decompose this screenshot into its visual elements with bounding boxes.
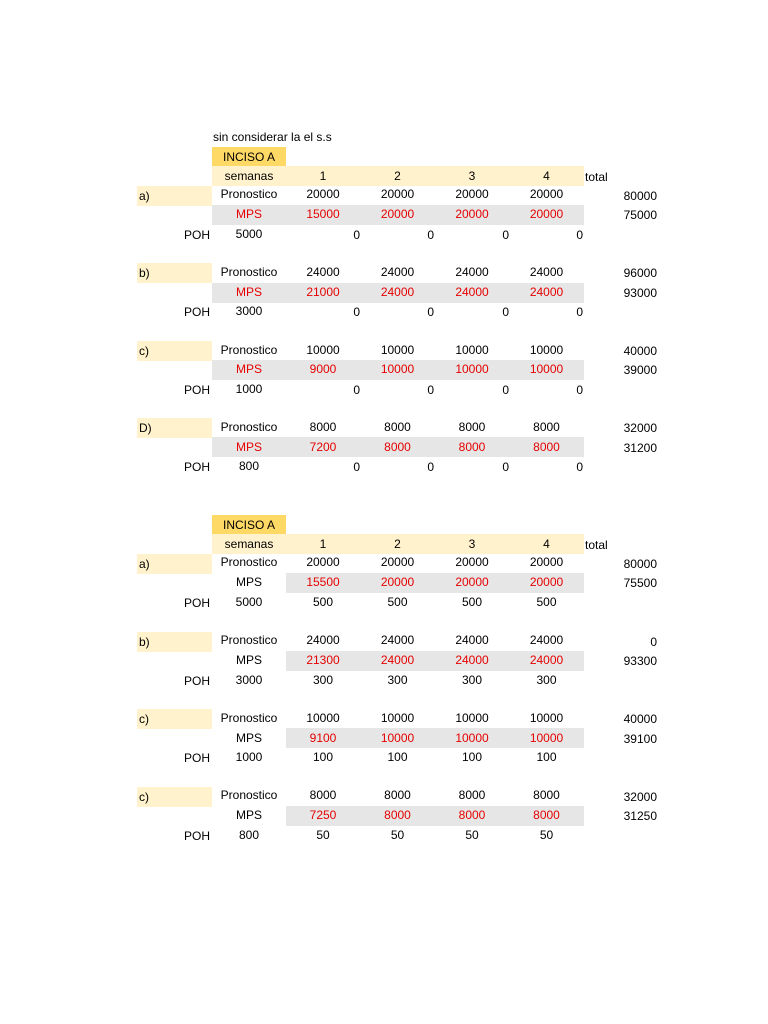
mps-value: 20000 <box>455 207 489 221</box>
week-1-header: 1 <box>319 537 327 551</box>
poh-value: 300 <box>536 673 557 687</box>
poh-value: 50 <box>465 828 479 842</box>
pronostico-value: 20000 <box>380 555 415 569</box>
poh-value: 0 <box>502 305 509 319</box>
poh-value: 0 <box>427 383 434 397</box>
poh-value: 0 <box>353 228 360 242</box>
mps-value: 15000 <box>306 207 340 221</box>
mps-value: 10000 <box>455 362 489 376</box>
poh-value: 0 <box>576 460 583 474</box>
mps-value: 20000 <box>455 575 489 589</box>
pronostico-value: 8000 <box>309 788 337 802</box>
poh-initial: 1000 <box>235 750 263 764</box>
mps-label: MPS <box>235 285 262 299</box>
pronostico-total: 32000 <box>623 790 657 804</box>
mps-value: 20000 <box>529 207 564 221</box>
pronostico-total: 40000 <box>623 712 657 726</box>
mps-label: MPS <box>235 362 262 376</box>
pronostico-value: 20000 <box>380 187 415 201</box>
semanas-label: semanas <box>224 537 274 551</box>
poh-value: 0 <box>427 460 434 474</box>
poh-label: POH <box>183 305 210 319</box>
poh-value: 0 <box>576 383 583 397</box>
mps-value: 8000 <box>458 440 486 454</box>
poh-initial: 3000 <box>235 673 263 687</box>
mps-total: 39100 <box>623 732 657 746</box>
pronostico-value: 8000 <box>533 420 560 434</box>
poh-label: POH <box>183 674 210 688</box>
week-2-header: 2 <box>394 537 401 551</box>
pronostico-value: 20000 <box>306 187 340 201</box>
mps-value: 24000 <box>380 285 415 299</box>
pronostico-value: 10000 <box>455 343 489 357</box>
poh-value: 0 <box>427 228 434 242</box>
mps-value: 20000 <box>529 575 564 589</box>
poh-value: 500 <box>536 595 557 609</box>
poh-label: POH <box>183 383 210 397</box>
block-label: b) <box>139 635 150 649</box>
mps-label: MPS <box>235 653 262 667</box>
mps-total: 75500 <box>623 576 657 590</box>
pronostico-value: 24000 <box>455 633 489 647</box>
sheet-title: sin considerar la el s.s <box>213 130 332 144</box>
mps-value: 20000 <box>380 207 415 221</box>
pronostico-value: 8000 <box>458 420 486 434</box>
pronostico-label: Pronostico <box>220 265 278 279</box>
pronostico-total: 80000 <box>623 557 657 571</box>
poh-value: 500 <box>387 595 408 609</box>
poh-initial: 800 <box>238 828 260 842</box>
mps-value: 24000 <box>529 653 564 667</box>
pronostico-value: 8000 <box>309 420 337 434</box>
pronostico-total: 96000 <box>623 266 657 280</box>
poh-label: POH <box>183 228 210 242</box>
mps-value: 21300 <box>306 653 340 667</box>
mps-value: 10000 <box>529 362 564 376</box>
mps-label: MPS <box>235 440 262 454</box>
pronostico-value: 10000 <box>529 711 564 725</box>
mps-total: 93000 <box>623 286 657 300</box>
pronostico-value: 10000 <box>380 343 415 357</box>
poh-value: 0 <box>502 383 509 397</box>
mps-value: 21000 <box>306 285 340 299</box>
mps-value: 8000 <box>533 808 560 822</box>
poh-value: 50 <box>390 828 405 842</box>
pronostico-label: Pronostico <box>220 420 278 434</box>
poh-initial: 800 <box>238 459 260 473</box>
poh-label: POH <box>183 596 210 610</box>
poh-value: 100 <box>387 750 408 764</box>
pronostico-value: 10000 <box>380 711 415 725</box>
block-label: a) <box>139 557 150 571</box>
mps-total: 93300 <box>623 654 657 668</box>
mps-label: MPS <box>235 808 262 822</box>
inciso-label: INCISO A <box>222 150 275 164</box>
poh-value: 300 <box>312 673 334 687</box>
poh-value: 100 <box>312 750 334 764</box>
block-label: c) <box>139 712 149 726</box>
week-3-header: 3 <box>468 169 476 183</box>
mps-value: 24000 <box>380 653 415 667</box>
pronostico-total: 0 <box>650 635 657 649</box>
total-header: total <box>585 170 608 184</box>
mps-value: 9000 <box>309 362 337 376</box>
pronostico-value: 8000 <box>384 788 411 802</box>
poh-initial: 5000 <box>235 227 263 241</box>
poh-label: POH <box>183 829 210 843</box>
pronostico-value: 10000 <box>529 343 564 357</box>
mps-total: 39000 <box>623 363 657 377</box>
pronostico-label: Pronostico <box>220 633 278 647</box>
poh-value: 0 <box>353 460 360 474</box>
mps-value: 8000 <box>384 440 411 454</box>
poh-value: 50 <box>539 828 554 842</box>
pronostico-value: 20000 <box>529 555 564 569</box>
poh-value: 500 <box>461 595 483 609</box>
poh-initial: 3000 <box>235 304 263 318</box>
poh-value: 100 <box>461 750 483 764</box>
poh-value: 300 <box>387 673 408 687</box>
semanas-label: semanas <box>224 169 274 183</box>
poh-value: 0 <box>353 383 360 397</box>
poh-value: 100 <box>536 750 557 764</box>
pronostico-value: 24000 <box>455 265 489 279</box>
poh-value: 50 <box>316 828 330 842</box>
poh-value: 300 <box>461 673 483 687</box>
mps-value: 15500 <box>306 575 340 589</box>
mps-value: 10000 <box>380 731 415 745</box>
mps-value: 24000 <box>455 285 489 299</box>
pronostico-label: Pronostico <box>220 555 278 569</box>
mps-value: 10000 <box>455 731 489 745</box>
block-label: c) <box>139 344 149 358</box>
inciso-label: INCISO A <box>222 518 275 532</box>
pronostico-label: Pronostico <box>220 788 278 802</box>
block-label: D) <box>139 421 152 435</box>
pronostico-total: 40000 <box>623 344 657 358</box>
pronostico-value: 20000 <box>455 555 489 569</box>
pronostico-total: 80000 <box>623 189 657 203</box>
pronostico-value: 8000 <box>533 788 560 802</box>
pronostico-value: 10000 <box>306 711 340 725</box>
poh-initial: 1000 <box>235 382 263 396</box>
pronostico-value: 24000 <box>306 265 340 279</box>
mps-value: 8000 <box>384 808 411 822</box>
mps-value: 8000 <box>458 808 486 822</box>
poh-value: 500 <box>312 595 334 609</box>
block-label: b) <box>139 266 150 280</box>
pronostico-value: 20000 <box>455 187 489 201</box>
pronostico-label: Pronostico <box>220 711 278 725</box>
pronostico-value: 24000 <box>380 633 415 647</box>
pronostico-value: 20000 <box>306 555 340 569</box>
mps-value: 20000 <box>380 575 415 589</box>
week-2-header: 2 <box>394 169 401 183</box>
pronostico-value: 8000 <box>458 788 486 802</box>
poh-value: 0 <box>576 305 583 319</box>
pronostico-value: 24000 <box>306 633 340 647</box>
total-header: total <box>585 538 608 552</box>
poh-value: 0 <box>502 228 509 242</box>
pronostico-value: 8000 <box>384 420 411 434</box>
pronostico-value: 20000 <box>529 187 564 201</box>
poh-label: POH <box>183 460 210 474</box>
mps-value: 10000 <box>380 362 415 376</box>
mps-label: MPS <box>235 207 262 221</box>
pronostico-total: 32000 <box>623 421 657 435</box>
mps-value: 8000 <box>533 440 560 454</box>
pronostico-value: 10000 <box>455 711 489 725</box>
block-label: a) <box>139 189 150 203</box>
poh-value: 0 <box>502 460 509 474</box>
pronostico-value: 10000 <box>306 343 340 357</box>
poh-value: 0 <box>427 305 434 319</box>
mps-total: 31250 <box>623 809 657 823</box>
mps-label: MPS <box>235 575 262 589</box>
mps-total: 75000 <box>623 208 657 222</box>
mps-total: 31200 <box>623 441 657 455</box>
pronostico-value: 24000 <box>529 265 564 279</box>
pronostico-value: 24000 <box>529 633 564 647</box>
poh-value: 0 <box>576 228 583 242</box>
pronostico-label: Pronostico <box>220 343 278 357</box>
week-4-header: 4 <box>543 169 550 183</box>
mps-value: 9100 <box>309 731 337 745</box>
mps-label: MPS <box>235 731 262 745</box>
poh-value: 0 <box>353 305 360 319</box>
mps-value: 7250 <box>309 808 337 822</box>
poh-label: POH <box>183 751 210 765</box>
mps-value: 24000 <box>455 653 489 667</box>
pronostico-value: 24000 <box>380 265 415 279</box>
mps-value: 24000 <box>529 285 564 299</box>
mps-value: 7200 <box>309 440 337 454</box>
poh-initial: 5000 <box>235 595 263 609</box>
mps-value: 10000 <box>529 731 564 745</box>
pronostico-label: Pronostico <box>220 187 278 201</box>
week-1-header: 1 <box>319 169 327 183</box>
block-label: c) <box>139 790 149 804</box>
week-4-header: 4 <box>543 537 550 551</box>
week-3-header: 3 <box>468 537 476 551</box>
